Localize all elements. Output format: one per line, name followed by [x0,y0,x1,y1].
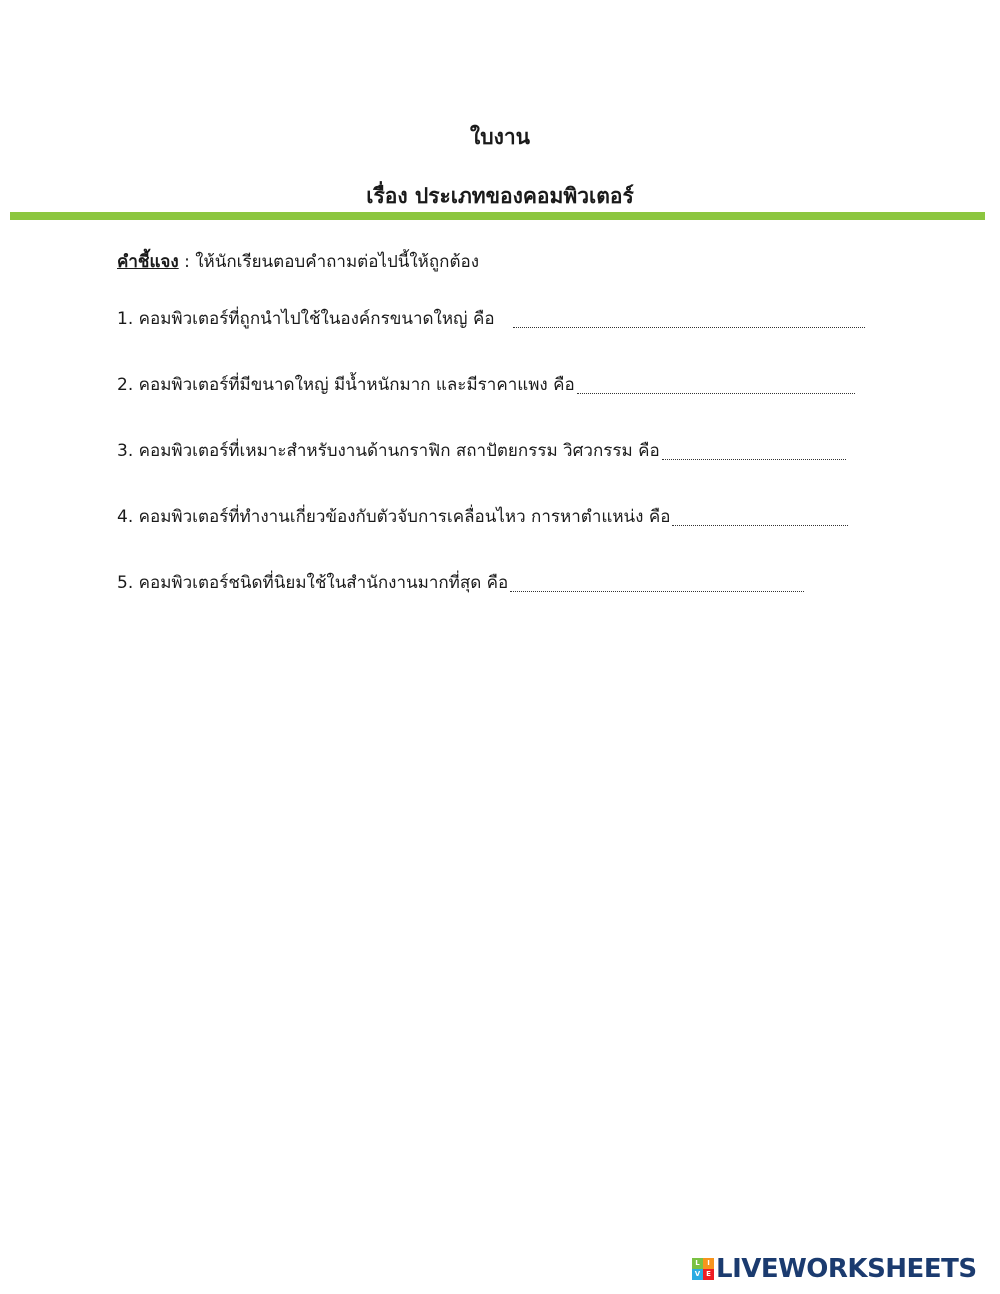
instructions-label: คำชี้แจง [117,252,179,272]
instructions-text: : ให้นักเรียนตอบคำถามต่อไปนี้ให้ถูกต้อง [178,252,480,272]
question-1 [117,303,865,333]
answer-field-5[interactable] [510,590,804,592]
liveworksheets-logo[interactable] [692,1254,977,1284]
answer-field-1[interactable] [513,326,865,328]
worksheet-subtitle: เรื่อง ประเภทของคอมพิวเตอร์ [366,184,634,208]
answer-field-4[interactable] [672,524,848,526]
question-text: 2. คอมพิวเตอร์ที่มีขนาดใหญ่ มีน้ำหนักมาก และมีราคาแพง คือ [117,375,575,395]
question-2 [117,369,855,399]
question-3 [117,435,846,465]
question-text: 3. คอมพิวเตอร์ที่เหมาะสำหรับงานด้านกราฟิก สถาปัตยกรรม วิศวกรรม คือ [117,441,660,461]
answer-field-3[interactable] [662,458,846,460]
question-4 [117,501,848,531]
liveworksheets-logo-text: LIVEWORKSHEETS [716,1254,977,1284]
question-text: 1. คอมพิวเตอร์ที่ถูกนำไปใช้ในองค์กรขนาดใหญ่ คือ [117,309,495,329]
worksheet-title: ใบงาน [470,125,530,149]
header-divider [10,212,985,220]
answer-field-2[interactable] [577,392,855,394]
liveworksheets-logo-icon: L I V E [692,1258,714,1280]
question-text: 5. คอมพิวเตอร์ชนิดที่นิยมใช้ในสำนักงานมากที่สุด คือ [117,573,509,593]
question-text: 4. คอมพิวเตอร์ที่ทำงานเกี่ยวข้องกับตัวจับการเคลื่อนไหว การหาตำแหน่ง คือ [117,507,671,527]
instructions [117,248,479,276]
question-5 [117,567,804,597]
